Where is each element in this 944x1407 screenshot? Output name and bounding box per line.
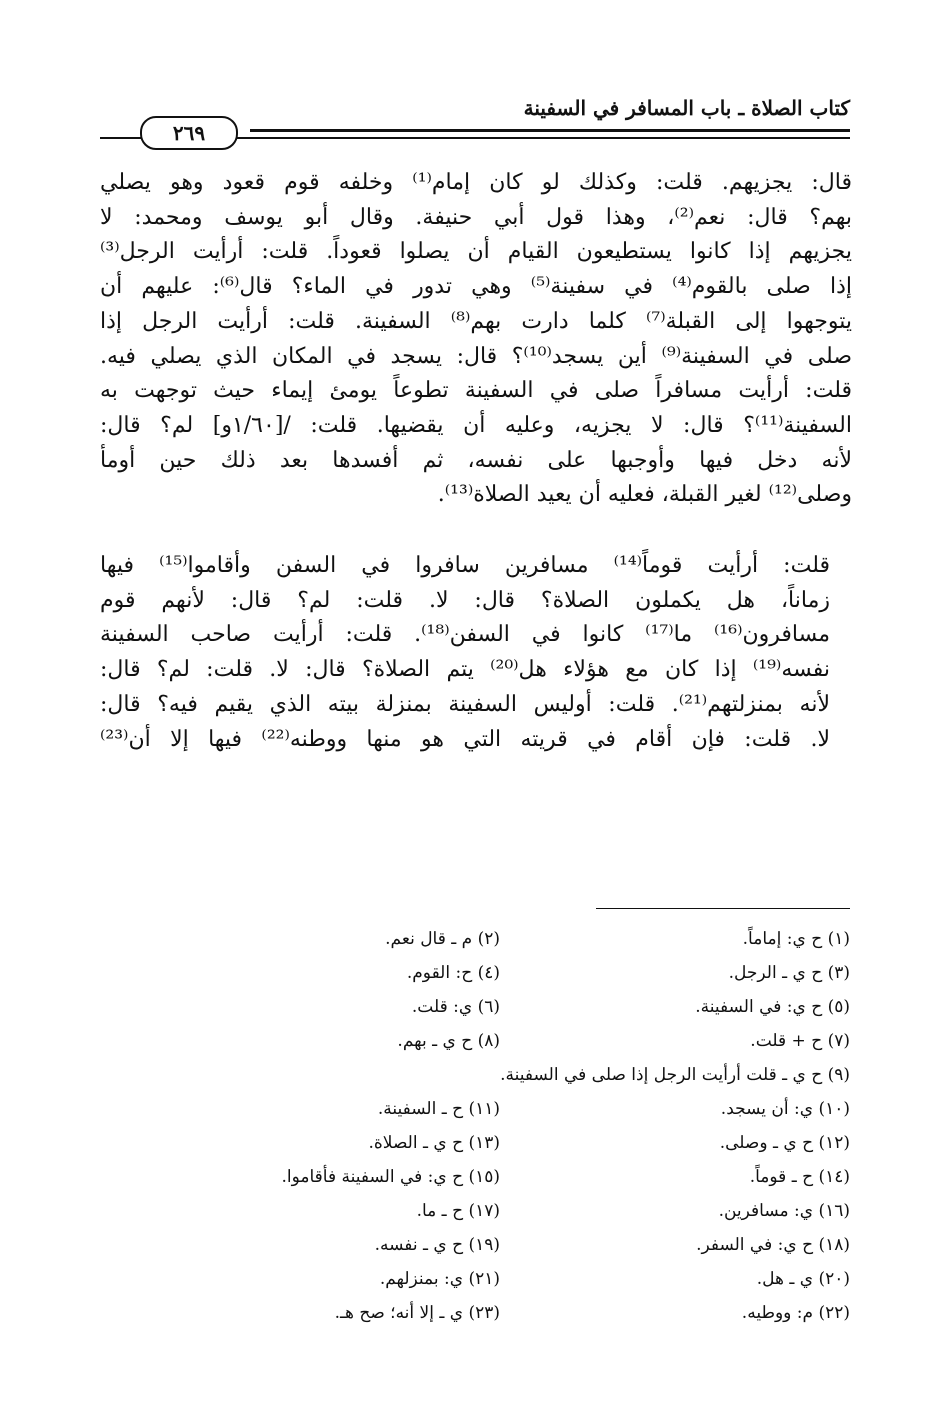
footnote: (٢) م ـ قال نعم. [385,929,500,949]
footnote: (١٧) ح ـ ما. [416,1201,500,1221]
footnote: (٢٢) م: ووطيه. [741,1303,850,1323]
footnote: (١١) ح ـ السفينة. [377,1099,500,1119]
footnote-row [150,1092,850,1126]
header-title: كتاب الصلاة ـ باب المسافر في السفينة [523,96,850,120]
footnote-row [150,956,850,990]
footnote: (٤) ح: القوم. [406,963,500,983]
text-line: إذا صلى بالقوم⁽⁴⁾ في سفينة⁽⁵⁾ وهي تدور في الماء؟ قال⁽⁶⁾: عليهم أن [100,274,852,300]
text-line: وصلى⁽¹²⁾ لغير القبلة، فعليه أن يعيد الصلاة⁽¹³⁾. [437,482,852,508]
footnote: (١٩) ح ي ـ نفسه. [374,1235,500,1255]
page-number: ٢٦٩ [140,116,238,150]
footnote: (١٠) ي: أن يسجد. [720,1099,850,1119]
text-line: السفينة⁽¹¹⁾؟ قال: لا يجزيه، وعليه أن يقضيها. قلت: /[١/٦٠و] لم؟ قال: [100,412,852,438]
footnote: (١٨) ح ي: في السفر. [696,1235,850,1255]
footnote-row [150,1024,850,1058]
paragraph [100,549,852,757]
footnote: (٢٠) ي ـ هل. [756,1269,850,1289]
footnote-row [150,990,850,1024]
footnote: (٩) ح ي ـ قلت أرأيت الرجل إذا صلى في السفينة. [500,1065,850,1085]
footnote: (٣) ح ي ـ الرجل. [728,963,850,983]
footnote-row [150,1262,850,1296]
running-header [100,96,850,146]
footnote: (٢٣) ي ـ إلا أنه؛ صح هـ. [334,1303,500,1323]
text-line: مسافرون⁽¹⁶⁾ ما⁽¹⁷⁾ كانوا في السفن⁽¹⁸⁾. قلت: أرأيت صاحب السفينة [100,622,831,648]
footnote: (٦) ي: قلت. [411,997,500,1017]
footnote: (١٣) ح ي ـ الصلاة. [368,1133,500,1153]
text-line: لأنه دخل فيها وأوجبها على نفسه، ثم أفسدها بعد ذلك حين أومأ [100,447,852,473]
paragraph [100,166,852,513]
text-line: لأنه بمنزلتهم⁽²¹⁾. قلت: أوليس السفينة بمنزلة بيته الذي يقيم فيه؟ قال: [100,691,831,717]
text-line: صلى في السفينة⁽⁹⁾ أين يسجد⁽¹⁰⁾؟ قال: يسجد في المكان الذي يصلي فيه. [100,343,853,369]
footnote-row [150,1194,850,1228]
footnote-row [150,922,850,956]
text-line: زماناً، هل يكملون الصلاة؟ قال: لا. قلت: لم؟ قال: لأنهم قوم [100,587,830,613]
text-line: قال: يجزيهم. قلت: وكذلك لو كان إمام⁽¹⁾ وخلفه قوم قعود وهو يصلي [100,170,852,195]
footnote: (١٦) ي: مسافرين. [718,1201,850,1221]
footnote-row [150,1126,850,1160]
footnote: (١) ح ي: إماماً. [742,929,850,949]
footnote-separator [596,908,850,909]
footnote: (٧) ح + قلت. [750,1031,850,1051]
footnotes [150,922,850,1330]
text-line: قلت: أرأيت مسافراً صلى في السفينة تطوعاً يومئ إيماء حيث توجهت به [100,378,852,404]
footnote-row [150,1228,850,1262]
footnote: (٢١) ي: بمنزلهم. [379,1269,500,1289]
text-line: لا. قلت: فإن أقام في قريته التي هو منها ووطنه⁽²²⁾ فيها إلا أن⁽²³⁾ [100,726,831,752]
main-text [100,166,852,757]
footnote-row [150,1058,850,1092]
footnote-row [150,1160,850,1194]
footnote: (١٥) ح ي: في السفينة فأقاموا. [281,1167,500,1187]
footnote: (٥) ح ي: في السفينة. [695,997,850,1017]
footnote: (٨) ح ي ـ بهم. [397,1031,500,1051]
text-line: بهم؟ قال: نعم⁽²⁾، وهذا قول أبي حنيفة. وقال أبو يوسف ومحمد: لا [100,204,852,230]
footnote-row [150,1296,850,1330]
footnote: (١٢) ح ي ـ وصلى. [719,1133,850,1153]
text-line: قلت: أرأيت قوماً⁽¹⁴⁾ مسافرين سافروا في السفن وأقاموا⁽¹⁵⁾ فيها [100,553,830,579]
header-rule [250,129,850,132]
text-line: نفسه⁽¹⁹⁾ إذا كان مع هؤلاء هل⁽²⁰⁾ يتم الصلاة؟ قال: لا. قلت: لم؟ قال: [100,657,830,683]
text-line: يجزيهم إذا كانوا يستطيعون القيام أن يصلوا قعوداً. قلت: أرأيت الرجل⁽³⁾ [100,239,852,265]
text-line: يتوجهوا إلى القبلة⁽⁷⁾ كلما دارت بهم⁽⁸⁾ السفينة. قلت: أرأيت الرجل إذا [100,308,852,334]
footnote: (١٤) ح ـ قوماً. [749,1167,850,1187]
